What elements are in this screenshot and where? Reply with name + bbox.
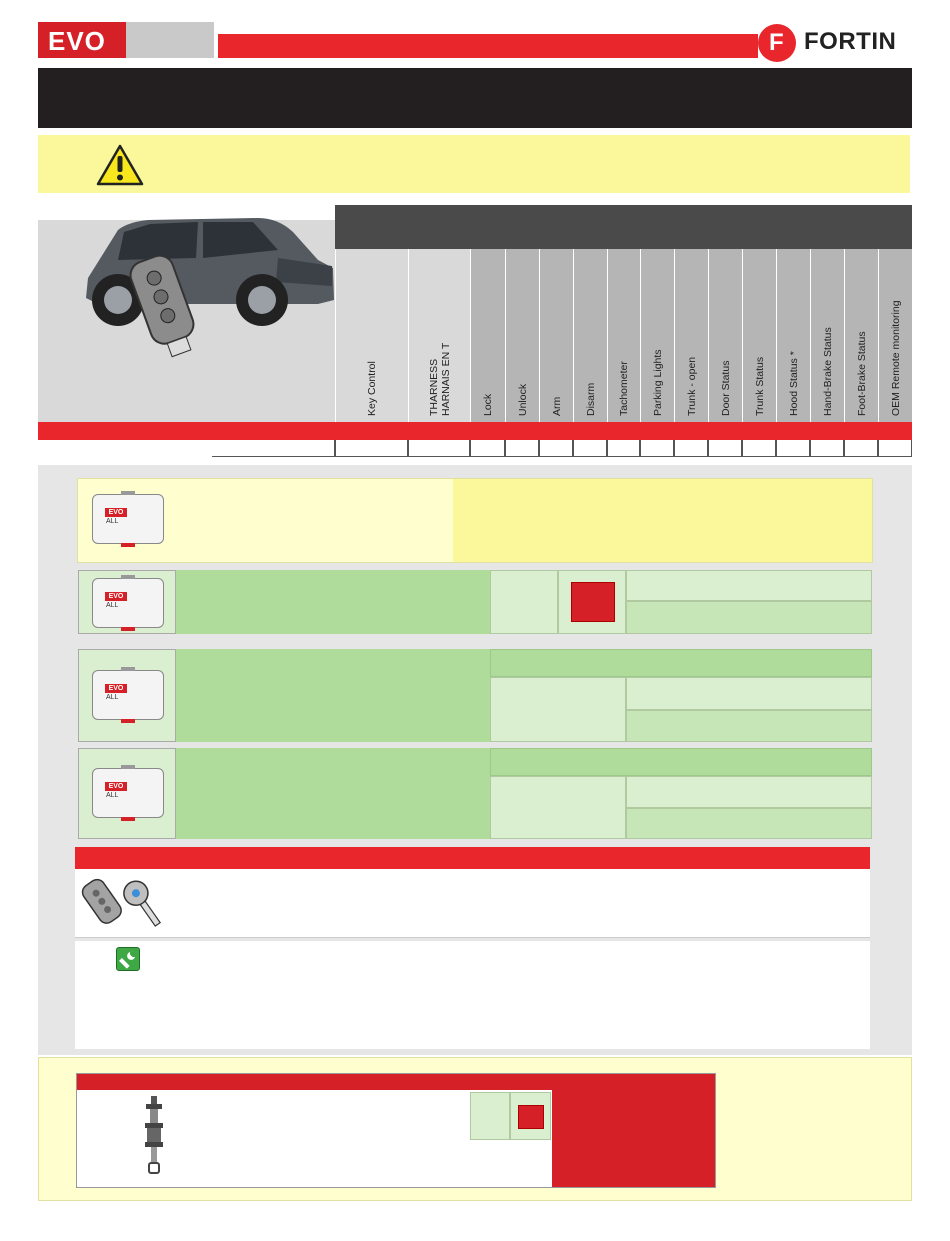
option-row-2-cell	[626, 570, 872, 601]
key-fob-icon	[81, 873, 173, 933]
option-row-4-header	[490, 748, 872, 776]
table-cell	[776, 440, 810, 457]
column-label: OEM Remote monitoring	[889, 300, 902, 416]
column-label-line1: THARNESS	[427, 358, 440, 416]
column-label: Tachometer	[618, 361, 630, 416]
column-header-tachometer	[607, 249, 640, 422]
column-header-oem-remote-monitoring	[878, 249, 912, 422]
accessories-cell	[470, 1092, 510, 1140]
column-header-foot-brake-status	[844, 249, 878, 422]
evo-module-icon	[92, 494, 164, 544]
table-cell	[844, 440, 878, 457]
evo-module-icon	[92, 670, 164, 720]
option-row-1-highlight	[453, 479, 872, 562]
table-cell	[708, 440, 742, 457]
evo-logo-text: EVO	[48, 26, 106, 56]
option-row-4-cell	[626, 808, 872, 839]
option-row-2-cell	[490, 570, 558, 634]
module-sub-label: ALL	[106, 518, 119, 525]
option-row-3-description	[176, 649, 490, 742]
column-header-hand-brake-status	[810, 249, 844, 422]
column-label: Trunk - open	[685, 356, 698, 416]
accessories-table-header	[77, 1074, 552, 1090]
required-marker	[571, 582, 615, 622]
module-badge: EVO	[105, 592, 127, 601]
option-row-3-cell	[490, 677, 626, 742]
column-label: Key Control	[366, 361, 378, 416]
table-cell	[335, 440, 408, 457]
evo-logo-grey-block	[126, 22, 214, 58]
column-header-lock	[470, 249, 505, 422]
fortin-logo-letter: F	[769, 29, 784, 56]
feature-table-red-band	[38, 422, 912, 440]
table-cell	[742, 440, 776, 457]
accessories-side-block	[552, 1074, 715, 1187]
evo-module-icon	[92, 768, 164, 818]
title-band	[38, 68, 912, 128]
feature-column-headers	[335, 249, 912, 422]
column-label: Trunk Status	[753, 356, 766, 416]
option-row-2-cell	[626, 601, 872, 634]
warning-icon	[96, 143, 144, 187]
column-label: Door Status	[719, 360, 732, 416]
column-header-arm	[539, 249, 573, 422]
warning-band	[38, 135, 910, 193]
column-label: Disarm	[584, 382, 597, 416]
column-label: Parking Lights	[651, 349, 664, 416]
column-header-tharness	[408, 249, 470, 422]
feature-table-value-row	[212, 440, 912, 458]
column-header-parking-lights	[640, 249, 674, 422]
module-badge: EVO	[105, 684, 127, 693]
hood-pin-icon	[142, 1096, 166, 1176]
option-row-3-cell	[626, 677, 872, 710]
installation-notes-box	[75, 941, 870, 1049]
table-cell	[539, 440, 573, 457]
table-cell	[878, 440, 912, 457]
module-sub-label: ALL	[106, 792, 119, 799]
keys-section-header	[75, 847, 870, 869]
option-row-3-cell	[626, 710, 872, 742]
column-label: Lock	[482, 393, 494, 416]
table-cell	[810, 440, 844, 457]
column-label	[428, 246, 452, 416]
column-header-hood-status	[776, 249, 810, 422]
table-cell	[470, 440, 505, 457]
table-cell	[505, 440, 539, 457]
wrench-icon	[116, 947, 140, 971]
column-label: Foot-Brake Status	[855, 331, 868, 416]
table-cell	[408, 440, 470, 457]
table-cell	[573, 440, 607, 457]
column-label-line2: HARNAIS EN T	[439, 342, 452, 416]
module-badge: EVO	[105, 782, 127, 791]
table-cell	[212, 440, 335, 457]
option-row-4-description	[176, 748, 490, 839]
option-row-4-cell	[626, 776, 872, 808]
vehicle-image-area	[38, 220, 335, 422]
key-fob-icon	[120, 250, 210, 360]
evo-logo	[38, 22, 126, 58]
column-label: Hand-Brake Status	[821, 327, 834, 416]
module-badge: EVO	[105, 508, 127, 517]
header-red-bar	[218, 34, 758, 58]
table-cell	[607, 440, 640, 457]
column-label: Arm	[550, 396, 563, 416]
evo-module-icon	[92, 578, 164, 628]
required-marker	[518, 1105, 544, 1129]
table-cell	[640, 440, 674, 457]
option-row-3-header	[490, 649, 872, 677]
table-cell	[674, 440, 708, 457]
column-header-trunk-open	[674, 249, 708, 422]
module-sub-label: ALL	[106, 694, 119, 701]
module-sub-label: ALL	[106, 602, 119, 609]
keys-section	[75, 869, 870, 938]
column-label: Unlock	[516, 383, 529, 416]
column-label: Hood Status *	[787, 351, 800, 416]
fortin-logo-mark	[758, 24, 796, 62]
option-row-4-cell	[490, 776, 626, 839]
column-header-disarm	[573, 249, 607, 422]
option-row-2-description	[176, 570, 490, 634]
column-header-door-status	[708, 249, 742, 422]
fortin-logo: FORTIN	[804, 28, 897, 55]
feature-table-header-band	[335, 205, 912, 249]
column-header-unlock	[505, 249, 539, 422]
column-header-key-control	[335, 249, 408, 422]
column-header-trunk-status	[742, 249, 776, 422]
